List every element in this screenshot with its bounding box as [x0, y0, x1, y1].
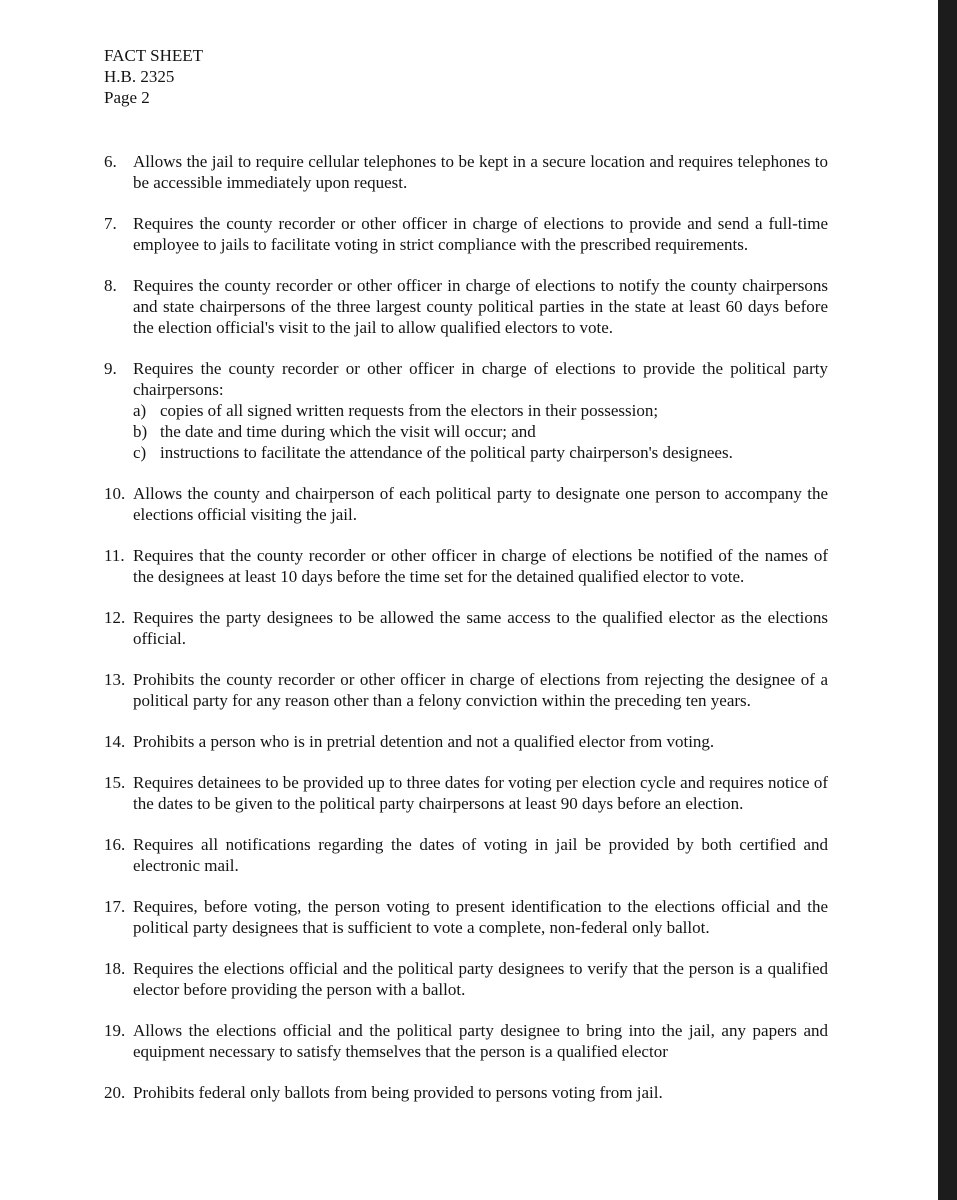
- item-body: [133, 669, 828, 711]
- header-bill-number: H.B. 2325: [104, 67, 175, 86]
- sub-item-letter: b): [133, 422, 148, 441]
- item-text: Requires detainees to be provided up to three dates for voting per election cycle and requires notice of the dates to be given to the political party chairpersons at least 90 days before an election.: [133, 773, 828, 813]
- item-text: Allows the jail to require cellular telephones to be kept in a secure location and requires telephones to be accessible immediately upon request.: [133, 152, 828, 192]
- item-number: 20.: [104, 1083, 126, 1102]
- list-item: [104, 896, 828, 938]
- item-body: [133, 545, 828, 587]
- sub-item: [133, 400, 828, 421]
- item-body: [133, 731, 828, 752]
- item-number: 8.: [104, 276, 117, 295]
- sub-item: [133, 442, 828, 463]
- item-body: [133, 358, 828, 463]
- item-body: [133, 834, 828, 876]
- header-page-number: Page 2: [104, 88, 150, 107]
- item-body: [133, 958, 828, 1000]
- item-text: Requires, before voting, the person voting to present identification to the elections official and the political party designees that is sufficient to vote a complete, non-federal only ballot.: [133, 897, 828, 937]
- item-number: 17.: [104, 897, 126, 916]
- item-body: [133, 213, 828, 255]
- list-item: [104, 213, 828, 255]
- sub-item: [133, 421, 828, 442]
- item-number: 16.: [104, 835, 126, 854]
- list-item: [104, 358, 828, 463]
- item-text: Requires the elections official and the political party designees to verify that the person is a qualified elector before providing the person with a ballot.: [133, 959, 828, 999]
- item-number: 14.: [104, 732, 126, 751]
- sub-item-letter: a): [133, 401, 147, 420]
- list-item: [104, 834, 828, 876]
- list-item: [104, 669, 828, 711]
- item-number: 7.: [104, 214, 117, 233]
- sub-item-text: copies of all signed written requests from the electors in their possession;: [160, 401, 659, 420]
- item-text: Requires the county recorder or other officer in charge of elections to provide and send a full-time employee to jails to facilitate voting in strict compliance with the prescribed requirements.: [133, 214, 828, 254]
- item-text: Prohibits federal only ballots from being provided to persons voting from jail.: [133, 1083, 663, 1102]
- list-item: [104, 731, 828, 752]
- list-item: [104, 772, 828, 814]
- item-number: 10.: [104, 484, 126, 503]
- list-item: [104, 545, 828, 587]
- item-number: 13.: [104, 670, 126, 689]
- list-item: [104, 1020, 828, 1062]
- sub-item-text: the date and time during which the visit will occur; and: [160, 422, 536, 441]
- item-body: [133, 607, 828, 649]
- item-text: Prohibits a person who is in pretrial detention and not a qualified elector from voting.: [133, 732, 715, 751]
- item-text: Requires the county recorder or other officer in charge of elections to provide the political party chairpersons:: [133, 359, 828, 399]
- list-item: [104, 483, 828, 525]
- list-item: [104, 607, 828, 649]
- item-body: [133, 1020, 828, 1062]
- item-body: [133, 896, 828, 938]
- list-item: [104, 151, 828, 193]
- item-body: [133, 275, 828, 338]
- item-number: 9.: [104, 359, 117, 378]
- item-body: [133, 483, 828, 525]
- item-text: Allows the county and chairperson of each political party to designate one person to accompany the elections official visiting the jail.: [133, 484, 828, 524]
- item-text: Requires the county recorder or other officer in charge of elections to notify the county chairpersons and state chairpersons of the three largest county political parties in the state at least 60 days before the election official's visit to the jail to allow qualified electors to vote.: [133, 276, 828, 337]
- list-item: [104, 275, 828, 338]
- item-body: [133, 151, 828, 193]
- page-header: [104, 45, 203, 108]
- list-item: [104, 1082, 828, 1103]
- item-number: 6.: [104, 152, 117, 171]
- item-number: 19.: [104, 1021, 126, 1040]
- item-text: Prohibits the county recorder or other officer in charge of elections from rejecting the designee of a political party for any reason other than a felony conviction within the preceding ten years.: [133, 670, 828, 710]
- item-number: 11.: [104, 546, 125, 565]
- sub-item-text: instructions to facilitate the attendance of the political party chairperson's designees.: [160, 443, 733, 462]
- item-body: [133, 1082, 828, 1103]
- item-text: Requires that the county recorder or other officer in charge of elections be notified of the names of the designees at least 10 days before the time set for the detained qualified elector to vote.: [133, 546, 828, 586]
- item-text: Requires all notifications regarding the dates of voting in jail be provided by both certified and electronic mail.: [133, 835, 828, 875]
- window-edge: [938, 0, 957, 1200]
- item-number: 15.: [104, 773, 126, 792]
- header-title: FACT SHEET: [104, 46, 204, 65]
- sub-item-letter: c): [133, 443, 147, 462]
- item-text: Requires the party designees to be allowed the same access to the qualified elector as the elections official.: [133, 608, 828, 648]
- list-item: [104, 958, 828, 1000]
- provisions-list: [104, 151, 828, 1123]
- item-number: 18.: [104, 959, 126, 978]
- item-number: 12.: [104, 608, 126, 627]
- item-text: Allows the elections official and the political party designee to bring into the jail, any papers and equipment necessary to satisfy themselves that the person is a qualified elector: [133, 1021, 828, 1061]
- item-body: [133, 772, 828, 814]
